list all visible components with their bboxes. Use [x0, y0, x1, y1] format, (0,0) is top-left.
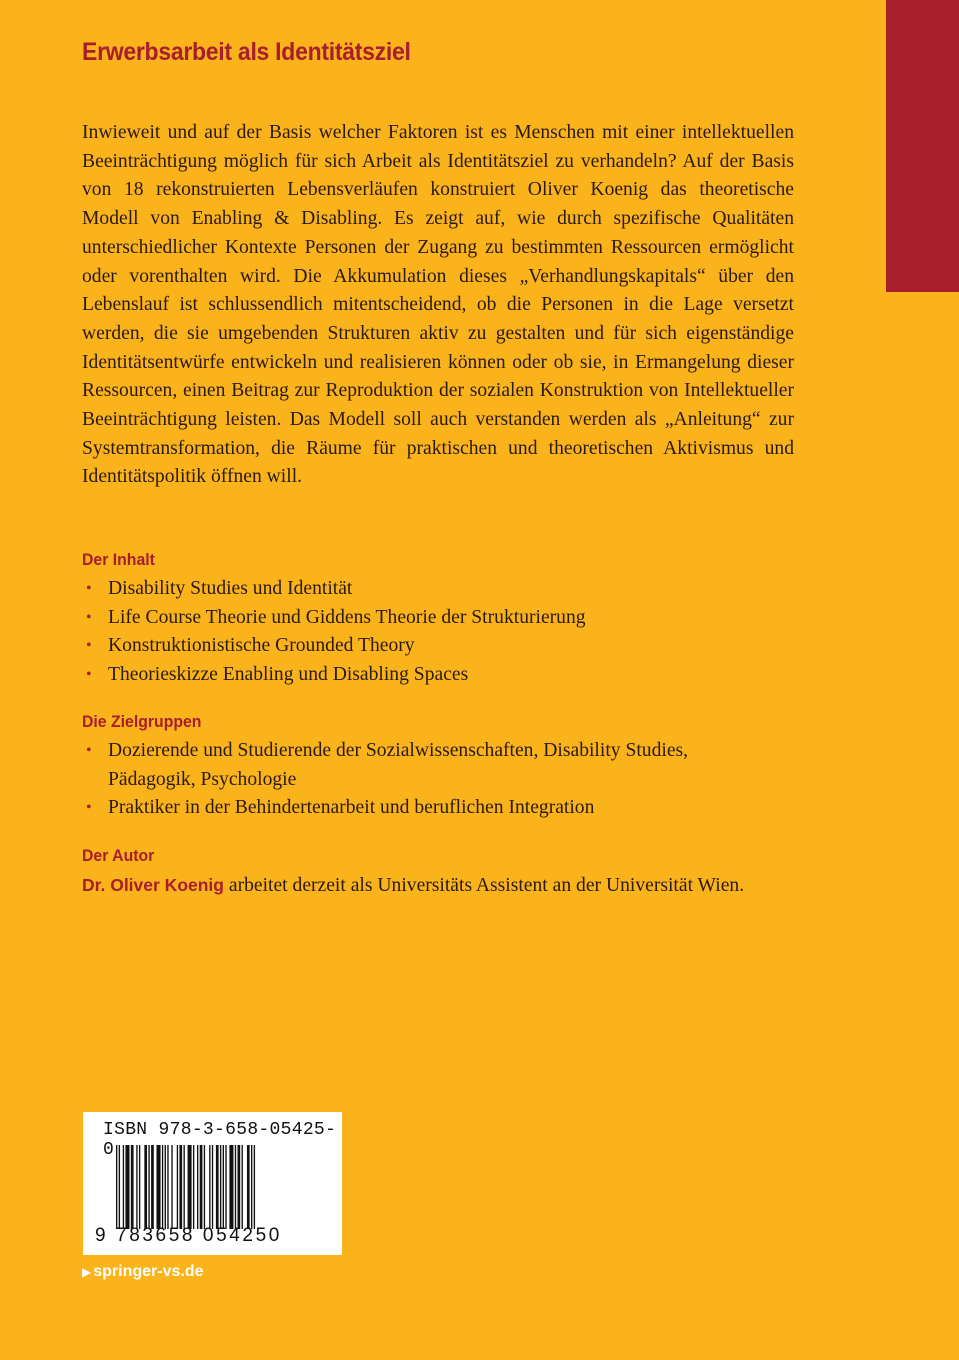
- isbn-barcode: [83, 1112, 342, 1255]
- list-item: • Life Course Theorie und Giddens Theorie der Strukturierung: [82, 604, 782, 633]
- bullet-icon: •: [86, 666, 92, 684]
- triangle-right-icon: ▶: [82, 1265, 92, 1279]
- isbn-label: ISBN 978-3-658-05425-0: [103, 1120, 337, 1160]
- bullet-icon: •: [86, 742, 92, 759]
- author-name: Dr. Oliver Koenig: [82, 875, 224, 895]
- book-title: Erwerbsarbeit als Identitätsziel: [82, 38, 411, 66]
- red-accent-bar: [886, 0, 959, 292]
- bullet-icon: •: [86, 637, 92, 655]
- list-item: • Dozierende und Studierende der Sozialwissenschaften, Disability Studies, Pädagogik, Psychologie: [82, 737, 722, 794]
- section-heading-zielgruppen: Die Zielgruppen: [82, 712, 202, 731]
- publisher-link[interactable]: ▶ springer-vs.de: [82, 1263, 204, 1280]
- bullet-icon: •: [86, 799, 92, 817]
- zielgruppen-list: [82, 737, 722, 823]
- list-item: • Theorieskizze Enabling und Disabling Spaces: [82, 661, 782, 690]
- list-item: • Konstruktionistische Grounded Theory: [82, 632, 782, 661]
- list-item: • Praktiker in der Behindertenarbeit und beruflichen Integration: [82, 794, 722, 823]
- barcode-icon: [116, 1145, 312, 1229]
- bullet-icon: •: [86, 580, 92, 597]
- author-text: arbeitet derzeit als Universitäts Assistent an der Universität Wien.: [223, 875, 745, 896]
- bullet-icon: •: [86, 608, 92, 626]
- section-heading-inhalt: Der Inhalt: [82, 550, 155, 569]
- list-item: • Disability Studies und Identität: [82, 575, 782, 604]
- ean-number: 9 783658 054250: [95, 1225, 282, 1246]
- section-heading-autor: Der Autor: [82, 846, 155, 865]
- inhalt-list: [82, 575, 782, 690]
- book-description: Inwieweit und auf der Basis welcher Faktoren ist es Menschen mit einer intellektuellen Beeinträchtigung möglich für sich Arbeit als Identitätsziel zu verhandeln? Auf der Basis von 18 rekonstruierten Lebensverläufen konstruiert Oliver Koenig das theoretische Modell von Enabling & Disabling. Es zeigt auf, wie durch spezifische Qualitäten unterschiedlicher Kontexte Personen der Zugang zu bestimmten Ressourcen ermöglicht oder vorenthalten wird. Die Akkumulation dieses „Verhandlungskapitals“ über den Lebenslauf ist schlussendlich mitentscheidend, ob die Personen in die Lage versetzt werden, die sie umgebenden Strukturen aktiv zu gestalten und für sich eigenständige Identitätsentwürfe entwickeln und realisieren können oder ob sie, in Ermangelung dieser Ressourcen, einen Beitrag zur Reproduktion der sozialen Konstruktion von Intellektueller Beeinträchtigung leisten. Das Modell soll auch verstanden werden als „Anleitung“ zur Systemtransformation, die Räume für praktischen und theoretischen Aktivismus und Identitätspolitik öffnen will.: [82, 122, 794, 488]
- author-bio: [82, 871, 794, 901]
